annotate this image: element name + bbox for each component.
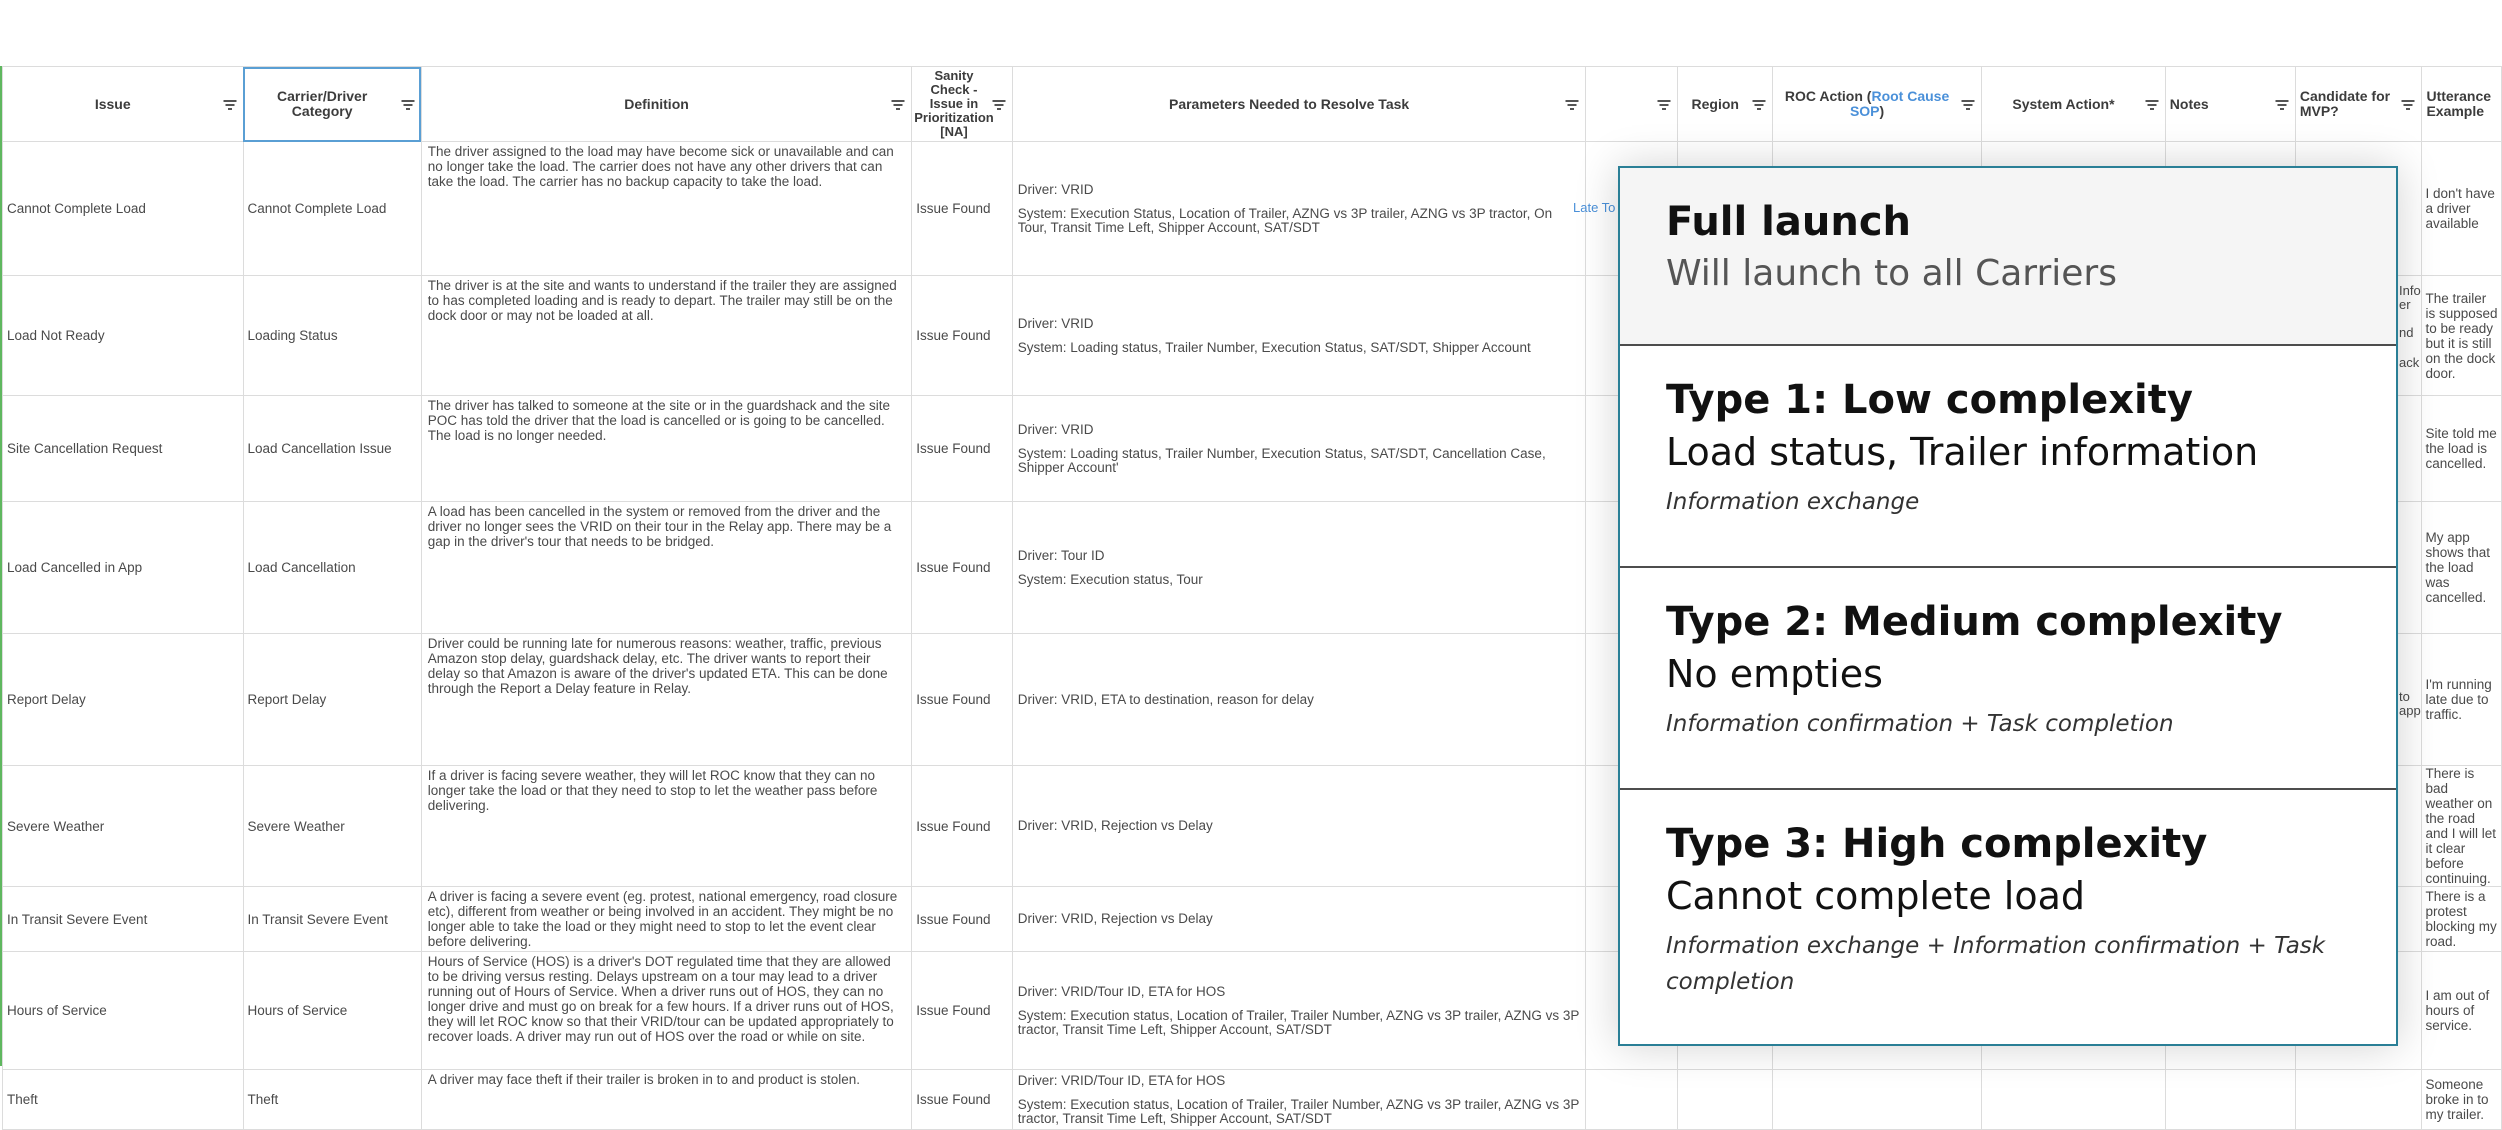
parameters-driver: Driver: VRID, ETA to destination, reason for delay xyxy=(1017,691,1314,707)
root-cause-sop-link[interactable]: Root Cause SOP xyxy=(1849,88,1950,119)
filter-icon[interactable] xyxy=(1961,97,1975,111)
cell-category[interactable]: Cannot Complete Load xyxy=(243,142,421,276)
cell-category[interactable]: In Transit Severe Event xyxy=(243,887,421,952)
column-header-notes[interactable]: Notes xyxy=(2165,67,2295,142)
cell-utterance[interactable]: My app shows that the load was cancelled. xyxy=(2422,502,2502,634)
filter-icon[interactable] xyxy=(2145,97,2159,111)
cell-definition[interactable]: A load has been cancelled in the system or removed from the driver and the driver no longer sees the VRID on their tour in the Relay app. There may be a gap in the driver's tour that needs to be bridged. xyxy=(421,502,911,634)
cell-utterance[interactable]: I don't have a driver available xyxy=(2422,142,2502,276)
type-1-title: Type 1: Low complexity xyxy=(1666,377,2193,423)
cell-sanity-check[interactable]: Issue Found xyxy=(912,1070,1012,1130)
notes-fragment: Info er xyxy=(2399,283,2421,312)
cell-definition[interactable]: A driver is facing a severe event (eg. protest, national emergency, road closure etc), different from weather or being involved in an accident. They might be no longer able to take the load or they might need to stop to let the event clear before delivering. xyxy=(421,887,911,952)
cell-category[interactable]: Theft xyxy=(243,1070,421,1130)
cell-category[interactable]: Report Delay xyxy=(243,634,421,766)
cell-definition[interactable]: The driver has talked to someone at the site or in the guardshack and the site POC has told the driver that the load is cancelled or is going to be cancelled. The load is no longer needed. xyxy=(421,396,911,502)
cell-sanity-check[interactable]: Issue Found xyxy=(912,502,1012,634)
cell-category[interactable]: Hours of Service xyxy=(243,952,421,1070)
cell-blank[interactable] xyxy=(1586,1070,1678,1130)
cell-sanity-check[interactable]: Issue Found xyxy=(912,952,1012,1070)
column-header-definition[interactable]: Definition xyxy=(421,67,911,142)
full-launch-title: Full launch xyxy=(1666,199,1911,245)
parameters-driver: Driver: VRID, Rejection vs Delay xyxy=(1017,911,1213,926)
cell-utterance[interactable]: The trailer is supposed to be ready but it is still on the dock door. xyxy=(2422,276,2502,396)
cell-issue[interactable]: Site Cancellation Request xyxy=(3,396,244,502)
cell-parameters[interactable] xyxy=(1012,766,1586,887)
type-2-note: Information confirmation + Task completion xyxy=(1666,711,2174,737)
header-row xyxy=(3,67,2502,142)
parameters-system: System: Execution status, Location of Trailer, Trailer Number, AZNG vs 3P trailer, AZNG vs 3P tractor, Transit Time Left, Shipper Account, SAT/SDT xyxy=(1017,1007,1580,1037)
cell-sanity-check[interactable]: Issue Found xyxy=(912,276,1012,396)
cell-sanity-check[interactable]: Issue Found xyxy=(912,634,1012,766)
notes-fragment: to app xyxy=(2399,689,2421,718)
type-2-title: Type 2: Medium complexity xyxy=(1666,599,2283,645)
cell-issue[interactable]: In Transit Severe Event xyxy=(3,887,244,952)
cell-utterance[interactable]: I'm running late due to traffic. xyxy=(2422,634,2502,766)
cell-definition[interactable]: Driver could be running late for numerous reasons: weather, traffic, previous Amazon stop delay, guardshack delay, etc. The driver wants to report their delay so that Amazon is aware of the driver's updated ETA. This can be done through the Report a Delay feature in Relay. xyxy=(421,634,911,766)
type-3-note: Information exchange + Information confirmation + Task completion xyxy=(1666,933,2326,995)
table-row[interactable] xyxy=(3,1070,2502,1130)
parameters-system: System: Loading status, Trailer Number, Execution Status, SAT/SDT, Shipper Account xyxy=(1017,339,1531,355)
column-header-region[interactable]: Region xyxy=(1678,67,1773,142)
parameters-system: System: Loading status, Trailer Number, Execution Status, SAT/SDT, Cancellation Case, Shipper Account' xyxy=(1017,445,1546,475)
cell-parameters[interactable] xyxy=(1012,634,1586,766)
cell-definition[interactable]: The driver is at the site and wants to understand if the trailer they are assigned to has completed loading and is ready to depart. The trailer may still be on the dock door or may not be loaded at all. xyxy=(421,276,911,396)
cell-sanity-check[interactable]: Issue Found xyxy=(912,142,1012,276)
type-2-example: No empties xyxy=(1666,652,1883,696)
cell-region[interactable] xyxy=(1678,1070,1773,1130)
filter-icon[interactable] xyxy=(2401,97,2415,111)
parameters-driver: Driver: VRID, Rejection vs Delay xyxy=(1017,818,1213,833)
cell-parameters[interactable] xyxy=(1012,1070,1586,1130)
cell-issue[interactable]: Theft xyxy=(3,1070,244,1130)
cell-parameters[interactable] xyxy=(1012,502,1586,634)
parameters-driver: Driver: Tour ID xyxy=(1017,547,1105,563)
column-header-category[interactable]: Carrier/Driver Category xyxy=(243,67,421,142)
cell-category[interactable]: Loading Status xyxy=(243,276,421,396)
parameters-driver: Driver: VRID/Tour ID, ETA for HOS xyxy=(1017,1072,1226,1088)
cell-definition[interactable]: Hours of Service (HOS) is a driver's DOT regulated time that they are allowed to be driving versus resting. Delays upstream on a tour may lead to a driver running out of Hours of Service. When a driver runs out of HOS, they can no longer drive and must go on break for a few hours. If a driver runs out of HOS, they will let ROC know so that their VRID/tour can be updated appropriately to recover loads. A driver may run out of HOS over the road or while on site. xyxy=(421,952,911,1070)
parameters-driver: Driver: VRID xyxy=(1017,181,1094,197)
notes-fragment: nd xyxy=(2399,325,2414,340)
launch-complexity-card xyxy=(1618,166,2398,1046)
cell-parameters[interactable] xyxy=(1012,396,1586,502)
cell-notes[interactable] xyxy=(2165,1070,2295,1130)
parameters-system: System: Execution status, Location of Trailer, Trailer Number, AZNG vs 3P trailer, AZNG vs 3P tractor, Transit Time Left, Shipper Account, SAT/SDT xyxy=(1017,1096,1580,1126)
cell-parameters[interactable] xyxy=(1012,276,1586,396)
filter-icon[interactable] xyxy=(891,97,905,111)
cell-utterance[interactable]: Site told me the load is cancelled. xyxy=(2422,396,2502,502)
cell-issue[interactable]: Load Cancelled in App xyxy=(3,502,244,634)
parameters-driver: Driver: VRID/Tour ID, ETA for HOS xyxy=(1017,983,1226,999)
column-header-system-action[interactable]: System Action* xyxy=(1982,67,2166,142)
cell-sanity-check[interactable]: Issue Found xyxy=(912,766,1012,887)
cell-parameters[interactable] xyxy=(1012,952,1586,1070)
column-header-parameters[interactable]: Parameters Needed to Resolve Task xyxy=(1012,67,1586,142)
type-1-example: Load status, Trailer information xyxy=(1666,430,2259,474)
cell-definition[interactable]: The driver assigned to the load may have become sick or unavailable and can no longer take the load. The carrier does not have any other drivers that can take the load. The carrier has no backup capacity to take the load. xyxy=(421,142,911,276)
cell-definition[interactable]: A driver may face theft if their trailer is broken in to and product is stolen. xyxy=(421,1070,911,1130)
type-3-section xyxy=(1620,788,2396,1044)
cell-roc-action[interactable] xyxy=(1773,1070,1982,1130)
roc-action-link-fragment[interactable]: Late To xyxy=(1573,200,1616,215)
column-header-candidate[interactable]: Candidate for MVP? xyxy=(2295,67,2422,142)
column-header-issue[interactable]: Issue xyxy=(3,67,244,142)
cell-category[interactable]: Load Cancellation Issue xyxy=(243,396,421,502)
full-launch-subtitle: Will launch to all Carriers xyxy=(1666,253,2117,294)
filter-icon[interactable] xyxy=(1657,97,1671,111)
cell-candidate[interactable] xyxy=(2295,1070,2422,1130)
type-1-section xyxy=(1620,344,2396,566)
column-header-sanity-check[interactable]: Sanity Check - Issue in Prioritization [NA] xyxy=(912,67,1012,142)
type-3-example: Cannot complete load xyxy=(1666,874,2086,918)
parameters-system: System: Execution status, Tour xyxy=(1017,571,1203,587)
parameters-system: System: Execution Status, Location of Trailer, AZNG vs 3P trailer, AZNG vs 3P tractor, On Tour, Transit Time Left, Shipper Account, SAT/SDT xyxy=(1017,205,1553,235)
filter-icon[interactable] xyxy=(1565,97,1579,111)
cell-utterance[interactable]: There is bad weather on the road and I will let it clear before continuing. xyxy=(2422,766,2502,887)
cell-utterance[interactable]: I am out of hours of service. xyxy=(2422,952,2502,1070)
column-header-utterance[interactable]: Utterance Example xyxy=(2422,67,2502,142)
type-3-title: Type 3: High complexity xyxy=(1666,821,2208,867)
cell-definition[interactable]: If a driver is facing severe weather, they will let ROC know that they can no longer take the load or that they need to stop to let the weather pass before delivering. xyxy=(421,766,911,887)
cell-sanity-check[interactable]: Issue Found xyxy=(912,887,1012,952)
cell-issue[interactable]: Report Delay xyxy=(3,634,244,766)
parameters-driver: Driver: VRID xyxy=(1017,315,1094,331)
cell-issue[interactable]: Hours of Service xyxy=(3,952,244,1070)
cell-parameters[interactable] xyxy=(1012,142,1586,276)
cell-category[interactable]: Load Cancellation xyxy=(243,502,421,634)
type-1-note: Information exchange xyxy=(1666,489,1920,515)
cell-utterance[interactable]: Someone broke in to my trailer. xyxy=(2422,1070,2502,1130)
cell-system-action[interactable] xyxy=(1982,1070,2166,1130)
full-launch-section xyxy=(1620,168,2396,344)
column-header-blank[interactable] xyxy=(1586,67,1678,142)
filter-icon[interactable] xyxy=(1752,97,1766,111)
parameters-driver: Driver: VRID xyxy=(1017,421,1094,437)
filter-icon[interactable] xyxy=(2275,97,2289,111)
filter-icon[interactable] xyxy=(223,97,237,111)
column-header-roc-action[interactable]: ROC Action (Root Cause SOP) xyxy=(1773,67,1982,142)
filter-icon[interactable] xyxy=(401,97,415,111)
cell-issue[interactable]: Severe Weather xyxy=(3,766,244,887)
cell-issue[interactable]: Cannot Complete Load xyxy=(3,142,244,276)
cell-issue[interactable]: Load Not Ready xyxy=(3,276,244,396)
type-2-section xyxy=(1620,566,2396,788)
cell-sanity-check[interactable]: Issue Found xyxy=(912,396,1012,502)
filter-icon[interactable] xyxy=(992,97,1006,111)
cell-utterance[interactable]: There is a protest blocking my road. xyxy=(2422,887,2502,952)
notes-fragment: ack xyxy=(2399,355,2420,370)
cell-parameters[interactable] xyxy=(1012,887,1586,952)
cell-category[interactable]: Severe Weather xyxy=(243,766,421,887)
